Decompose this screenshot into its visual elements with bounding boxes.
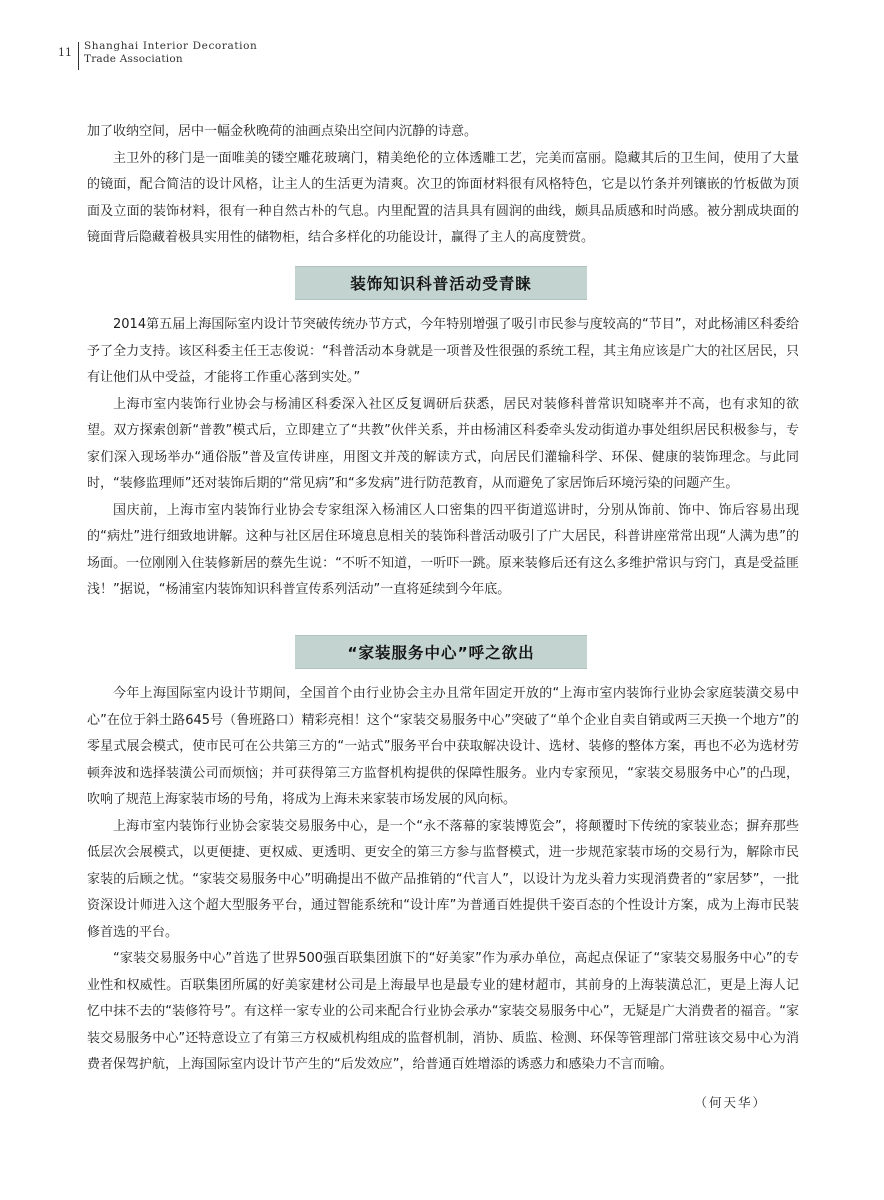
association-name — [84, 40, 257, 66]
section1-paragraph: 国庆前，上海市室内装饰行业协会专家组深入杨浦区人口密集的四平街道巡讲时，分别从饰前、饰中、饰后容易出现的“病灶”进行细致地讲解。这种与社区居住环境息息相关的装饰科普活动吸引了广大居民，科普讲座常常出现“人满为患”的场面。一位刚刚入住装修新居的蔡先生说：“不听不知道，一听吓一跳。原来装修后还有这么多维护常识与窍门，真是受益匪浅！”据说，“杨浦室内装饰知识科普宣传系列活动”一直将延续到今年底。 — [87, 502, 799, 597]
section2-paragraph: 今年上海国际室内设计节期间，全国首个由行业协会主办且常年固定开放的“上海市室内装饰行业协会家庭装潢交易中心”在位于斜土路645号（鲁班路口）精彩亮相！这个“家装交易服务中心”突破了“单个企业自卖自销或两三天换一个地方”的零星式展会模式，使市民可在公共第三方的“一站式”服务平台中获取解决设计、选材、装修的整体方案，再也不必为选材劳顿奔波和选择装潢公司而烦恼；并可获得第三方监督机构提供的保障性服务。业内专家预见，“家装交易服务中心”的凸现，吹响了规范上海家装市场的号角，将成为上海未来家装市场发展的风向标。 — [87, 686, 799, 807]
intro-block — [87, 119, 799, 252]
header-divider — [78, 42, 79, 70]
section-heading — [295, 266, 587, 300]
section-title: 装饰知识科普活动受青睐 — [350, 275, 532, 293]
section-heading — [295, 635, 587, 669]
author-credit: （何天华） — [694, 1095, 767, 1110]
section2-paragraph: 上海市室内装饰行业协会家装交易服务中心，是一个“永不落幕的家装博览会”，将颠覆时下传统的家装业态；摒弃那些低层次会展模式，以更便捷、更权威、更透明、更安全的第三方参与监督模式，进一步规范家装市场的交易行为，解除市民家装的后顾之忧。“家装交易服务中心”明确提出不做产品推销的“代言人”，以设计为龙头着力实现消费者的“家居梦”，一批资深设计师进入这个超大型服务平台，通过智能系统和“设计库”为普通百姓提供千姿百态的个性设计方案，成为上海市民装修首选的平台。 — [87, 818, 799, 940]
section1-paragraph: 上海市室内装饰行业协会与杨浦区科委深入社区反复调研后获悉，居民对装修科普常识知晓率并不高，也有求知的欲望。双方探索创新“普教”模式后，立即建立了“共教”伙伴关系，并由杨浦区科委牵头发动街道办事处组织居民积极参与，专家们深入现场举办“通俗版”普及宣传讲座，用图文并茂的解读方式，向居民们灌输科学、环保、健康的装饰理念。与此同时，“装修监理师”还对装饰后期的“常见病”和“多发病”进行防范教育，从而避免了家居饰后环境污染的问题产生。 — [87, 396, 799, 491]
association-name-line2: Trade Association — [84, 53, 183, 65]
intro-paragraph: 加了收纳空间，居中一幅金秋晚荷的油画点染出空间内沉静的诗意。 — [87, 124, 478, 139]
association-name-line1: Shanghai Interior Decoration — [84, 40, 258, 52]
section-title: “家装服务中心”呼之欲出 — [347, 644, 535, 662]
page-number: 11 — [58, 46, 72, 59]
section1-paragraph: 2014第五届上海国际室内设计节突破传统办节方式，今年特别增强了吸引市民参与度较高的“节目”，对此杨浦区科委给予了全力支持。该区科委主任王志俊说：“科普活动本身就是一项普及性很强的系统工程，其主角应该是广大的社区居民，只有让他们从中受益，才能将工作重心落到实处。” — [87, 317, 799, 385]
section2-paragraph: “家装交易服务中心”首选了世界500强百联集团旗下的“好美家”作为承办单位，高起点保证了“家装交易服务中心”的专业性和权威性。百联集团所属的好美家建材公司是上海最早也是最专业的建材超市，其前身的上海装潢总汇，更是上海人记忆中抹不去的“装修符号”。有这样一家专业的公司来配合行业协会承办“家装交易服务中心”，无疑是广大消费者的福音。“家装交易服务中心”还特意设立了有第三方权威机构组成的监督机制，消协、质监、检测、环保等管理部门常驻该交易中心为消费者保驾护航，上海国际室内设计节产生的“后发效应”，给普通百姓增添的诱惑力和感染力不言而喻。 — [87, 951, 799, 1072]
section1-body — [87, 312, 799, 604]
section2-body — [87, 681, 799, 1079]
intro-paragraph: 主卫外的移门是一面唯美的镂空雕花玻璃门，精美绝伦的立体透雕工艺，完美而富丽。隐藏其后的卫生间，使用了大量的镜面，配合简洁的设计风格，让主人的生活更为清爽。次卫的饰面材料很有风格特色，它是以竹条并列镶嵌的竹板做为顶面及立面的装饰材料，很有一种自然古朴的气息。内里配置的洁具具有圆润的曲线，颇具品质感和时尚感。被分割成块面的镜面背后隐藏着极具实用性的储物柜，结合多样化的功能设计，赢得了主人的高度赞赏。 — [87, 150, 799, 245]
